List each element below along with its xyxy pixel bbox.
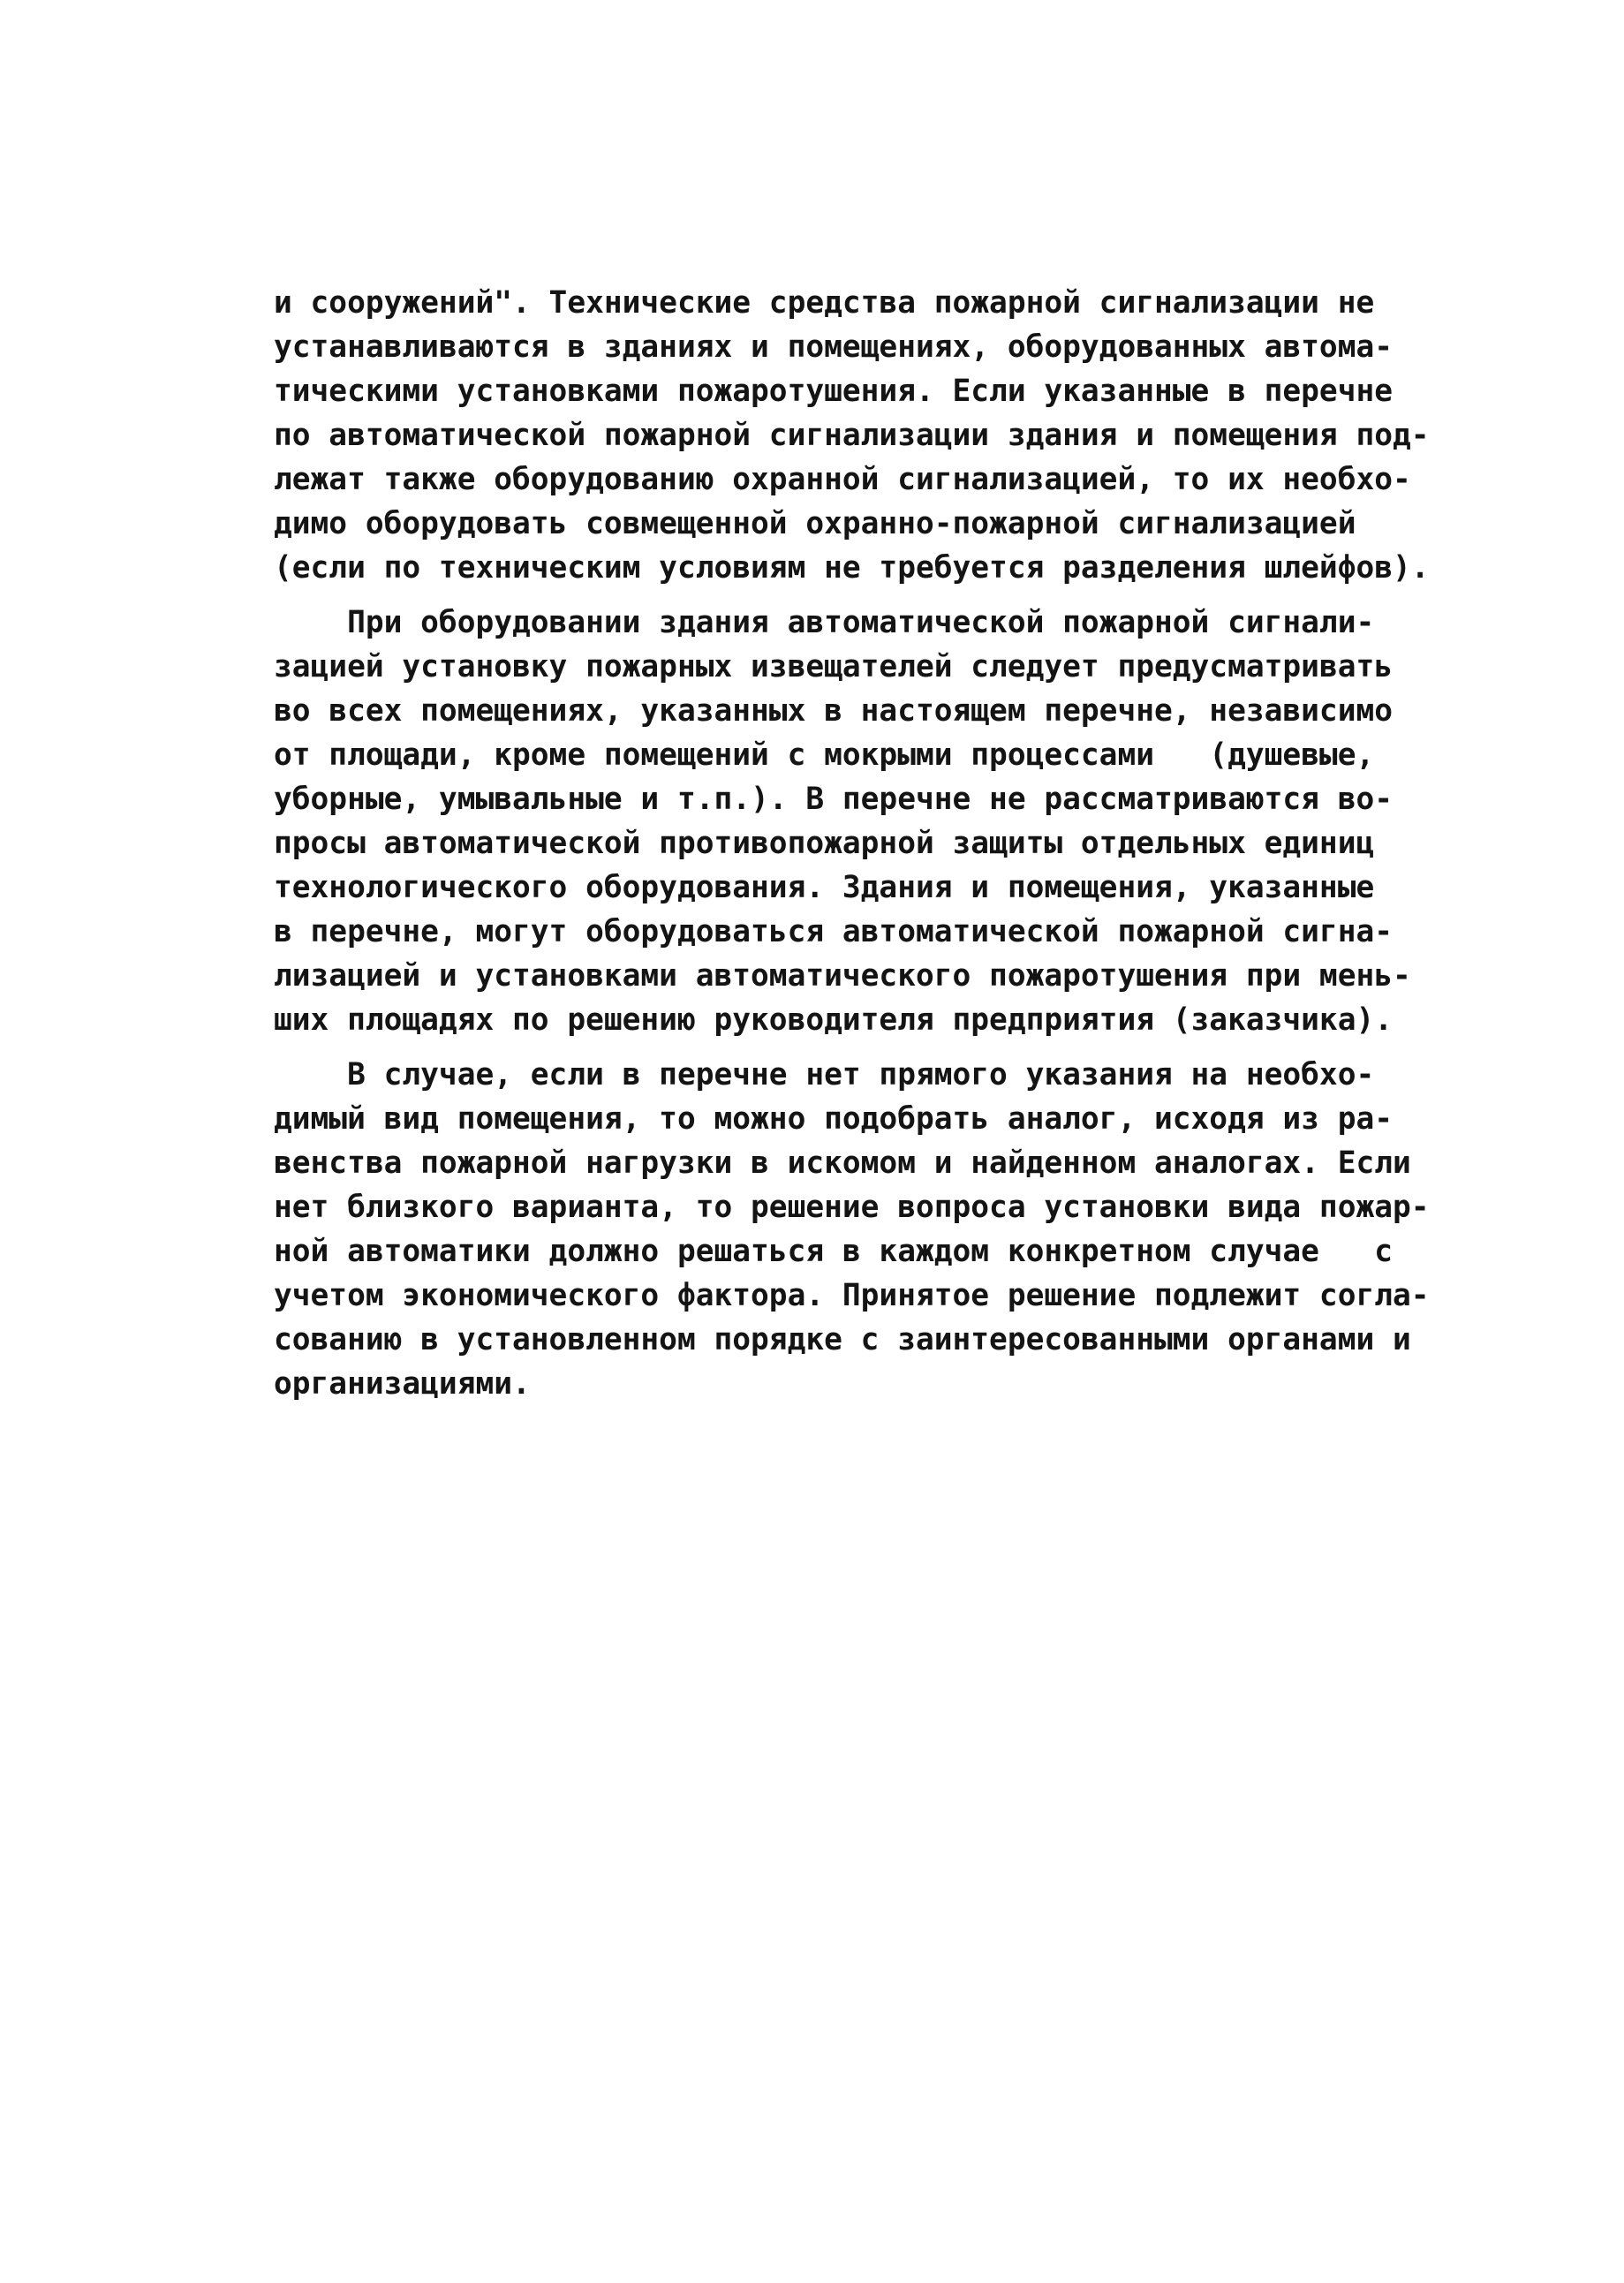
text-line: организациями. bbox=[274, 1366, 531, 1402]
text-line: учетом экономического фактора. Принятое решение подлежит согла- bbox=[274, 1278, 1430, 1313]
text-line: от площади, кроме помещений с мокрыми процессами (душевые, bbox=[274, 737, 1375, 773]
paragraph-3 bbox=[274, 1053, 1439, 1406]
text-line: зацией установку пожарных извещателей следует предусматривать bbox=[274, 649, 1394, 684]
text-line: тическими установками пожаротушения. Если указанные в перечне bbox=[274, 374, 1394, 409]
text-line: во всех помещениях, указанных в настоящем перечне, независимо bbox=[274, 693, 1394, 729]
text-line: нет близкого варианта, то решение вопроса установки вида пожар- bbox=[274, 1190, 1430, 1225]
paragraph-1 bbox=[274, 281, 1439, 590]
text-line: и сооружений". Технические средства пожарной сигнализации не bbox=[274, 285, 1375, 321]
text-line: лежат также оборудованию охранной сигнализацией, то их необхо- bbox=[274, 462, 1411, 497]
text-line: (если по техническим условиям не требуется разделения шлейфов). bbox=[274, 550, 1430, 586]
text-line: технологического оборудования. Здания и помещения, указанные bbox=[274, 870, 1375, 905]
text-line: уборные, умывальные и т.п.). В перечне не рассматриваются во- bbox=[274, 782, 1394, 817]
text-line: димо оборудовать совмещенной охранно-пожарной сигнализацией bbox=[274, 506, 1356, 541]
text-line: ших площадях по решению руководителя предприятия (заказчика). bbox=[274, 1002, 1394, 1038]
text-line: ной автоматики должно решаться в каждом конкретном случае с bbox=[274, 1234, 1394, 1269]
text-line: в перечне, могут оборудоваться автоматической пожарной сигна- bbox=[274, 914, 1394, 949]
document-body bbox=[274, 281, 1439, 1406]
text-line: венства пожарной нагрузки в искомом и найденном аналогах. Если bbox=[274, 1145, 1411, 1181]
paragraph-2 bbox=[274, 601, 1439, 1042]
text-line: димый вид помещения, то можно подобрать аналог, исходя из ра- bbox=[274, 1101, 1394, 1137]
text-line: по автоматической пожарной сигнализации здания и помещения под- bbox=[274, 418, 1430, 453]
text-line: просы автоматической противопожарной защиты отдельных единиц bbox=[274, 826, 1375, 861]
text-line: При оборудовании здания автоматической пожарной сигнали- bbox=[274, 605, 1375, 640]
text-line: сованию в установленном порядке с заинтересованными органами и bbox=[274, 1322, 1411, 1357]
text-line: лизацией и установками автоматического пожаротушения при мень- bbox=[274, 958, 1411, 994]
text-line: устанавливаются в зданиях и помещениях, оборудованных автома- bbox=[274, 329, 1394, 365]
text-line: В случае, если в перечне нет прямого указания на необхо- bbox=[274, 1057, 1375, 1092]
